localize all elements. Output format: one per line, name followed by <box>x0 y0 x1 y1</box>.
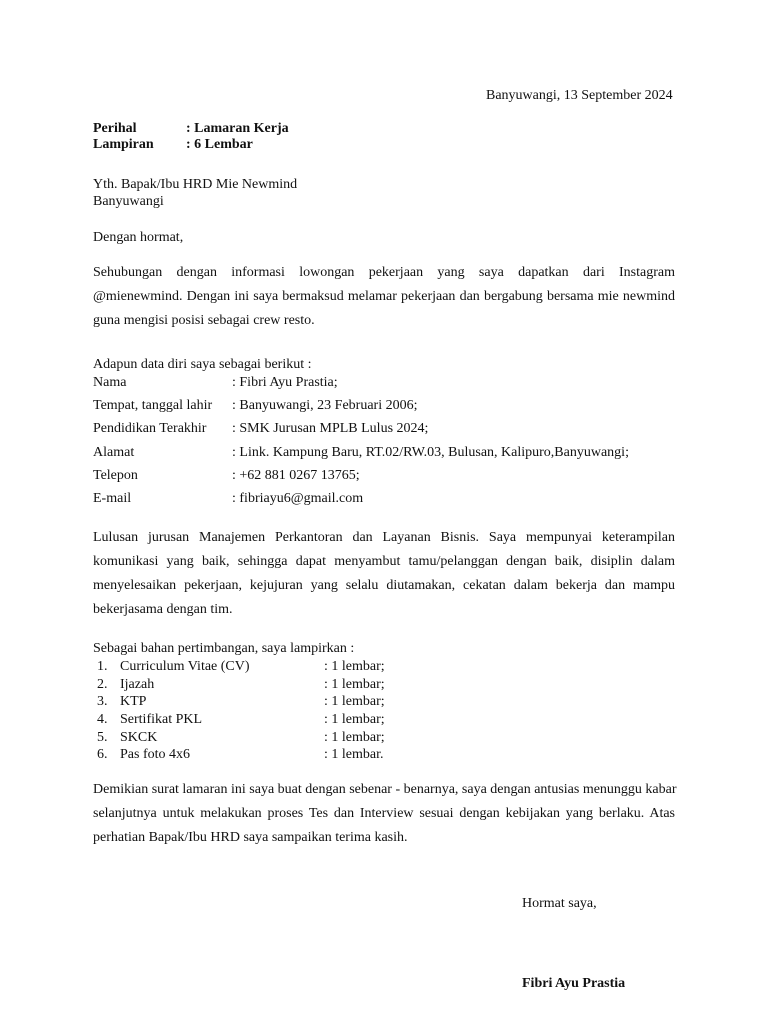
data-label-email: E-mail <box>93 491 132 506</box>
data-label-alamat: Alamat <box>93 445 135 460</box>
data-value-email: : fibriayu6@gmail.com <box>232 491 364 506</box>
data-value-alamat: : Link. Kampung Baru, RT.02/RW.03, Bulusan, Kalipuro,Banyuwangi; <box>232 445 629 460</box>
skills-line: Lulusan jurusan Manajemen Perkantoran dan Layanan Bisnis. Saya mempunyai keterampilan <box>93 530 675 545</box>
attachment-qty: : 1 lembar. <box>324 747 384 762</box>
attachment-name: SKCK <box>120 730 158 745</box>
attachment-name: Sertifikat PKL <box>120 712 203 727</box>
data-value-ttl: : Banyuwangi, 23 Februari 2006; <box>232 398 418 413</box>
recipient-city: Banyuwangi <box>93 194 164 209</box>
attachments-heading: Sebagai bahan pertimbangan, saya lampirkan : <box>93 641 355 656</box>
intro-line: Sehubungan dengan informasi lowongan pekerjaan yang saya dapatkan dari Instagram <box>93 265 675 280</box>
attachment-qty: : 1 lembar; <box>324 694 385 709</box>
personal-data-heading: Adapun data diri saya sebagai berikut : <box>93 357 312 372</box>
letter-date: Banyuwangi, 13 September 2024 <box>486 88 673 103</box>
attachment-number: 5. <box>97 730 108 745</box>
data-value-pendidikan: : SMK Jurusan MPLB Lulus 2024; <box>232 421 429 436</box>
skills-line: menyelesaikan pekerjaan, kejujuran yang selalu diutamakan, cekatan dalam bekerja dan mampu <box>93 578 675 593</box>
closing-line: Demikian surat lamaran ini saya buat dengan sebenar - benarnya, saya dengan antusias menunggu kabar <box>93 782 677 797</box>
signoff-salutation: Hormat saya, <box>522 896 597 911</box>
data-label-nama: Nama <box>93 375 127 390</box>
attachment-name: Ijazah <box>120 677 155 692</box>
recipient-line: Yth. Bapak/Ibu HRD Mie Newmind <box>93 177 298 192</box>
attachment-number: 2. <box>97 677 108 692</box>
intro-line: guna mengisi posisi sebagai crew resto. <box>93 313 315 328</box>
signer-name: Fibri Ayu Prastia <box>522 976 626 991</box>
attachment-name: KTP <box>120 694 147 709</box>
attachment-qty: : 1 lembar; <box>324 730 385 745</box>
attachment-name: Pas foto 4x6 <box>120 747 190 762</box>
attachment-name: Curriculum Vitae (CV) <box>120 659 250 674</box>
data-value-telepon: : +62 881 0267 13765; <box>232 468 360 483</box>
lampiran-label: Lampiran <box>93 137 154 152</box>
attachment-qty: : 1 lembar; <box>324 677 385 692</box>
skills-line: komunikasi yang baik, sehingga dapat menyambut tamu/pelanggan dengan baik, disiplin dalam <box>93 554 675 569</box>
attachment-number: 4. <box>97 712 108 727</box>
data-label-ttl: Tempat, tanggal lahir <box>93 398 213 413</box>
perihal-label: Perihal <box>93 121 137 136</box>
closing-line: selanjutnya untuk melakukan proses Tes dan Interview sesuai dengan kebijakan yang berlaku. Atas <box>93 806 675 821</box>
data-value-nama: : Fibri Ayu Prastia; <box>232 375 338 390</box>
skills-line: bekerjasama dengan tim. <box>93 602 233 617</box>
perihal-value: : Lamaran Kerja <box>186 121 289 136</box>
greeting: Dengan hormat, <box>93 230 184 245</box>
attachment-number: 6. <box>97 747 108 762</box>
data-label-telepon: Telepon <box>93 468 138 483</box>
intro-line: @mienewmind. Dengan ini saya bermaksud melamar pekerjaan dan bergabung bersama mie newmind <box>93 289 675 304</box>
attachment-number: 1. <box>97 659 108 674</box>
attachment-number: 3. <box>97 694 108 709</box>
closing-line: perhatian Bapak/Ibu HRD saya sampaikan terima kasih. <box>93 830 408 845</box>
attachment-qty: : 1 lembar; <box>324 712 385 727</box>
lampiran-value: : 6 Lembar <box>186 137 253 152</box>
attachment-qty: : 1 lembar; <box>324 659 385 674</box>
data-label-pendidikan: Pendidikan Terakhir <box>93 421 207 436</box>
